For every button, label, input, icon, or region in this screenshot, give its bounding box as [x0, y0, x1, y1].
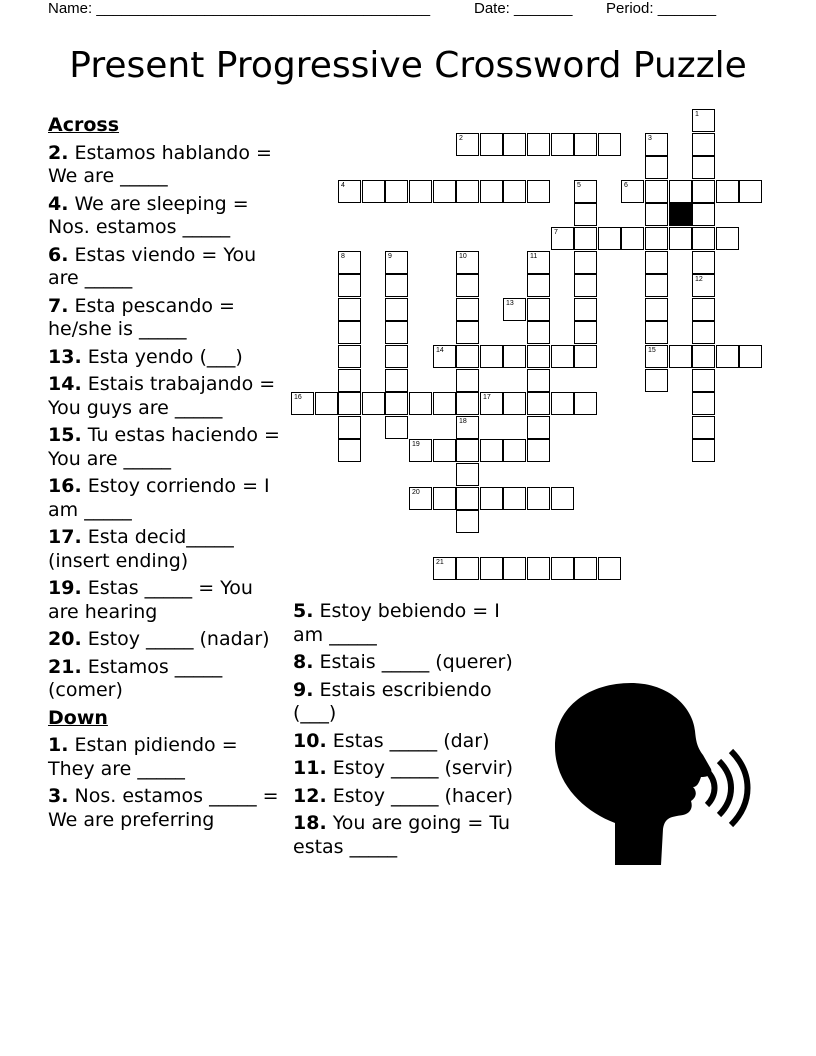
crossword-cell[interactable] [433, 557, 456, 580]
across-clue [48, 656, 280, 703]
crossword-cell[interactable] [456, 180, 479, 203]
crossword-cell[interactable] [409, 487, 432, 510]
crossword-cell[interactable] [574, 298, 597, 321]
crossword-cell[interactable] [739, 345, 762, 368]
crossword-cell[interactable] [362, 180, 385, 203]
cell-number: 14 [436, 347, 444, 354]
clue-number: 18. [293, 812, 327, 834]
clue-text: Estas _____ = You are hearing [48, 577, 253, 623]
crossword-cell[interactable] [645, 369, 668, 392]
crossword-cell[interactable] [645, 345, 668, 368]
clue-number: 11. [293, 757, 327, 779]
crossword-cell[interactable] [433, 180, 456, 203]
crossword-cell[interactable] [433, 439, 456, 462]
crossword-cell[interactable] [598, 133, 621, 156]
crossword-cell[interactable] [503, 133, 526, 156]
down_col2-clue [293, 785, 515, 809]
clue-text: Estas viendo = You are _____ [48, 243, 257, 289]
crossword-cell[interactable] [692, 321, 715, 344]
clue-number: 5. [293, 600, 314, 622]
clue-number: 4. [48, 192, 69, 215]
crossword-cell[interactable] [551, 487, 574, 510]
crossword-cell[interactable] [338, 251, 361, 274]
crossword-cell[interactable] [716, 227, 739, 250]
crossword-cell[interactable] [291, 392, 314, 415]
crossword-cell[interactable] [527, 133, 550, 156]
crossword-cell[interactable] [574, 321, 597, 344]
cell-number: 11 [530, 253, 538, 260]
crossword-cell[interactable] [574, 392, 597, 415]
crossword-cell[interactable] [409, 180, 432, 203]
crossword-cell[interactable] [385, 298, 408, 321]
crossword-cell[interactable] [456, 557, 479, 580]
cell-number: 6 [624, 182, 628, 189]
across-clue [48, 295, 280, 342]
clue-text: You are going = Tu estas _____ [293, 812, 511, 858]
clue-number: 9. [293, 678, 314, 701]
crossword-cell[interactable] [480, 180, 503, 203]
crossword-cell[interactable] [645, 133, 668, 156]
crossword-cell[interactable] [551, 557, 574, 580]
crossword-cell[interactable] [551, 227, 574, 250]
across-clue [48, 373, 280, 420]
clue-text: Estais _____ (querer) [319, 651, 513, 673]
cell-number: 2 [459, 135, 463, 142]
across-clue-list [48, 142, 280, 703]
down-clue-list-continued [293, 600, 515, 859]
clue-text: We are sleeping = Nos. estamos _____ [48, 192, 249, 238]
crossword-cell[interactable] [716, 345, 739, 368]
crossword-cell[interactable] [503, 487, 526, 510]
crossword-cell[interactable] [621, 180, 644, 203]
crossword-cell[interactable] [527, 392, 550, 415]
across-clue [48, 142, 280, 189]
crossword-cell[interactable] [456, 133, 479, 156]
name-field[interactable]: Name: ________________________________________ [48, 0, 431, 17]
down_col2-clue [293, 600, 515, 647]
down_col2-clue [293, 812, 515, 859]
crossword-cell[interactable] [338, 392, 361, 415]
crossword-cell[interactable] [574, 227, 597, 250]
cell-number: 10 [459, 253, 467, 260]
cell-number: 4 [341, 182, 345, 189]
crossword-cell[interactable] [456, 439, 479, 462]
crossword-cell[interactable] [385, 345, 408, 368]
across-clue [48, 628, 280, 652]
crossword-cell[interactable] [456, 487, 479, 510]
crossword-cell[interactable] [574, 203, 597, 226]
crossword-cell[interactable] [669, 345, 692, 368]
crossword-cell[interactable] [527, 274, 550, 297]
crossword-cell[interactable] [527, 321, 550, 344]
crossword-cell[interactable] [456, 345, 479, 368]
crossword-cell[interactable] [692, 345, 715, 368]
crossword-cell[interactable] [621, 227, 644, 250]
clue-number: 12. [293, 784, 327, 807]
clue-text: Estoy corriendo = I am _____ [48, 475, 270, 521]
clue-text: Esta pescando = he/she is _____ [48, 294, 235, 340]
clues-column-2 [293, 600, 515, 863]
cell-number: 1 [695, 111, 699, 118]
clue-number: 10. [293, 729, 327, 752]
date-field[interactable]: Date: _______ [474, 0, 573, 17]
crossword-cell[interactable] [598, 227, 621, 250]
clue-number: 3. [48, 785, 69, 807]
down_col2-clue [293, 679, 515, 726]
crossword-cell[interactable] [480, 345, 503, 368]
clue-text: Estoy _____ (hacer) [332, 784, 513, 807]
crossword-cell[interactable] [338, 321, 361, 344]
crossword-cell[interactable] [456, 510, 479, 533]
crossword-cell[interactable] [692, 439, 715, 462]
crossword-cell[interactable] [456, 416, 479, 439]
cell-number: 21 [436, 559, 444, 566]
crossword-cell[interactable] [338, 439, 361, 462]
crossword-cell[interactable] [739, 180, 762, 203]
crossword-cell[interactable] [645, 180, 668, 203]
clue-number: 21. [48, 655, 82, 678]
crossword-cell[interactable] [645, 227, 668, 250]
crossword-cell[interactable] [645, 251, 668, 274]
clue-number: 19. [48, 577, 82, 599]
clue-number: 7. [48, 294, 69, 317]
clue-number: 14. [48, 373, 82, 395]
period-field[interactable]: Period: _______ [606, 0, 717, 17]
clue-text: Esta yendo (___) [87, 345, 243, 368]
crossword-cell[interactable] [574, 557, 597, 580]
crossword-cell[interactable] [692, 227, 715, 250]
down_col2-clue [293, 651, 515, 675]
crossword-cell[interactable] [385, 416, 408, 439]
crossword-cell[interactable] [456, 251, 479, 274]
clue-text: Nos. estamos _____ = We are preferring [48, 785, 279, 831]
cell-number: 15 [648, 347, 656, 354]
clue-text: Estamos _____ (comer) [48, 655, 223, 701]
crossword-cell[interactable] [409, 439, 432, 462]
crossword-cell[interactable] [338, 180, 361, 203]
crossword-cell[interactable] [338, 345, 361, 368]
clue-text: Estais trabajando = You guys are _____ [48, 373, 276, 419]
crossword-cell[interactable] [433, 487, 456, 510]
crossword-cell[interactable] [338, 416, 361, 439]
crossword-cell[interactable] [692, 203, 715, 226]
page-title: Present Progressive Crossword Puzzle [69, 45, 747, 86]
clue-number: 2. [48, 141, 69, 164]
crossword-cell[interactable] [692, 251, 715, 274]
cell-number: 7 [554, 229, 558, 236]
clue-number: 8. [293, 651, 314, 673]
crossword-cell[interactable] [503, 180, 526, 203]
crossword-cell[interactable] [527, 180, 550, 203]
across-clue [48, 526, 280, 573]
cell-number: 16 [294, 394, 302, 401]
down_col2-clue [293, 730, 515, 754]
crossword-cell[interactable] [645, 156, 668, 179]
cell-number: 12 [695, 276, 703, 283]
down-clue-list [48, 734, 280, 832]
clue-text: Estoy bebiendo = I am _____ [293, 600, 500, 646]
clue-text: Estais escribiendo (___) [293, 678, 492, 724]
crossword-cell[interactable] [456, 274, 479, 297]
across-clue [48, 193, 280, 240]
cell-number: 3 [648, 135, 652, 142]
crossword-cell[interactable] [692, 369, 715, 392]
crossword-cell[interactable] [692, 274, 715, 297]
clue-text: Estoy _____ (servir) [332, 757, 514, 779]
crossword-cell[interactable] [527, 557, 550, 580]
cell-number: 20 [412, 489, 420, 496]
crossword-cell[interactable] [338, 369, 361, 392]
crossword-cell[interactable] [503, 557, 526, 580]
clue-number: 16. [48, 475, 82, 497]
cell-number: 9 [388, 253, 392, 260]
crossword-cell[interactable] [456, 463, 479, 486]
across-clue [48, 244, 280, 291]
crossword-cell[interactable] [692, 298, 715, 321]
clue-number: 17. [48, 526, 82, 548]
cell-number: 8 [341, 253, 345, 260]
crossword-cell[interactable] [503, 439, 526, 462]
crossword-cell[interactable] [645, 203, 668, 226]
across-clue [48, 346, 280, 370]
clue-number: 6. [48, 243, 69, 266]
crossword-cell[interactable] [480, 392, 503, 415]
crossword-cell[interactable] [503, 298, 526, 321]
crossword-cell[interactable] [456, 321, 479, 344]
cell-number: 18 [459, 418, 467, 425]
crossword-cell[interactable] [527, 345, 550, 368]
crossword-cell[interactable] [480, 487, 503, 510]
across-clue [48, 475, 280, 522]
crossword-cell[interactable] [716, 180, 739, 203]
clue-number: 20. [48, 628, 82, 650]
crossword-cell[interactable] [433, 392, 456, 415]
crossword-cell[interactable] [692, 180, 715, 203]
student-info-header [48, 0, 768, 18]
crossword-cell[interactable] [456, 392, 479, 415]
crossword-cell[interactable] [669, 180, 692, 203]
crossword-cell[interactable] [551, 133, 574, 156]
down_col1-clue [48, 785, 280, 832]
clue-number: 1. [48, 734, 69, 756]
clue-text: Estas _____ (dar) [332, 729, 490, 752]
crossword-cell[interactable] [574, 251, 597, 274]
down_col1-clue [48, 734, 280, 781]
clue-text: Estamos hablando = We are _____ [48, 141, 272, 187]
clue-text: Tu estas haciendo = You are _____ [48, 424, 280, 470]
across-clue [48, 424, 280, 471]
crossword-cell[interactable] [527, 251, 550, 274]
crossword-cell[interactable] [409, 392, 432, 415]
clue-number: 13. [48, 345, 82, 368]
crossword-cell[interactable] [645, 321, 668, 344]
clues-column-1 [48, 114, 280, 836]
crossword-cell[interactable] [692, 109, 715, 132]
crossword-cell[interactable] [598, 557, 621, 580]
clue-text: Estoy _____ (nadar) [87, 628, 270, 650]
crossword-cell[interactable] [645, 274, 668, 297]
crossword-cell[interactable] [574, 345, 597, 368]
crossword-cell[interactable] [527, 298, 550, 321]
cell-number: 13 [506, 300, 514, 307]
crossword-cell[interactable] [669, 227, 692, 250]
crossword-cell[interactable] [527, 439, 550, 462]
clue-text: Estan pidiendo = They are _____ [48, 734, 238, 780]
crossword-cell[interactable] [385, 369, 408, 392]
crossword-cell[interactable] [480, 557, 503, 580]
speaking-head-icon [553, 683, 753, 868]
crossword-cell[interactable] [480, 439, 503, 462]
crossword-cell[interactable] [503, 345, 526, 368]
crossword-cell[interactable] [385, 392, 408, 415]
crossword-cell[interactable] [456, 369, 479, 392]
crossword-cell[interactable] [574, 180, 597, 203]
cell-number: 17 [483, 394, 491, 401]
crossword-cell[interactable] [385, 251, 408, 274]
crossword-cell[interactable] [527, 369, 550, 392]
clue-number: 15. [48, 424, 82, 446]
crossword-cell[interactable] [433, 345, 456, 368]
crossword-blocked-cell [669, 203, 692, 226]
crossword-cell[interactable] [480, 133, 503, 156]
cell-number: 5 [577, 182, 581, 189]
crossword-cell[interactable] [385, 321, 408, 344]
crossword-cell[interactable] [385, 180, 408, 203]
crossword-cell[interactable] [456, 298, 479, 321]
down_col2-clue [293, 757, 515, 781]
across-heading: Across [48, 114, 120, 136]
crossword-cell[interactable] [574, 133, 597, 156]
crossword-cell[interactable] [692, 133, 715, 156]
down-heading: Down [48, 706, 108, 729]
crossword-cell[interactable] [574, 274, 597, 297]
crossword-cell[interactable] [527, 487, 550, 510]
crossword-cell[interactable] [551, 392, 574, 415]
crossword-cell[interactable] [645, 298, 668, 321]
crossword-cell[interactable] [338, 274, 361, 297]
crossword-cell[interactable] [362, 392, 385, 415]
crossword-cell[interactable] [503, 392, 526, 415]
crossword-cell[interactable] [692, 416, 715, 439]
crossword-cell[interactable] [385, 274, 408, 297]
crossword-cell[interactable] [527, 416, 550, 439]
crossword-cell[interactable] [692, 156, 715, 179]
crossword-cell[interactable] [338, 298, 361, 321]
cell-number: 19 [412, 441, 420, 448]
clue-text: Esta decid_____ (insert ending) [48, 526, 234, 572]
across-clue [48, 577, 280, 624]
crossword-cell[interactable] [315, 392, 338, 415]
crossword-cell[interactable] [551, 345, 574, 368]
crossword-cell[interactable] [692, 392, 715, 415]
